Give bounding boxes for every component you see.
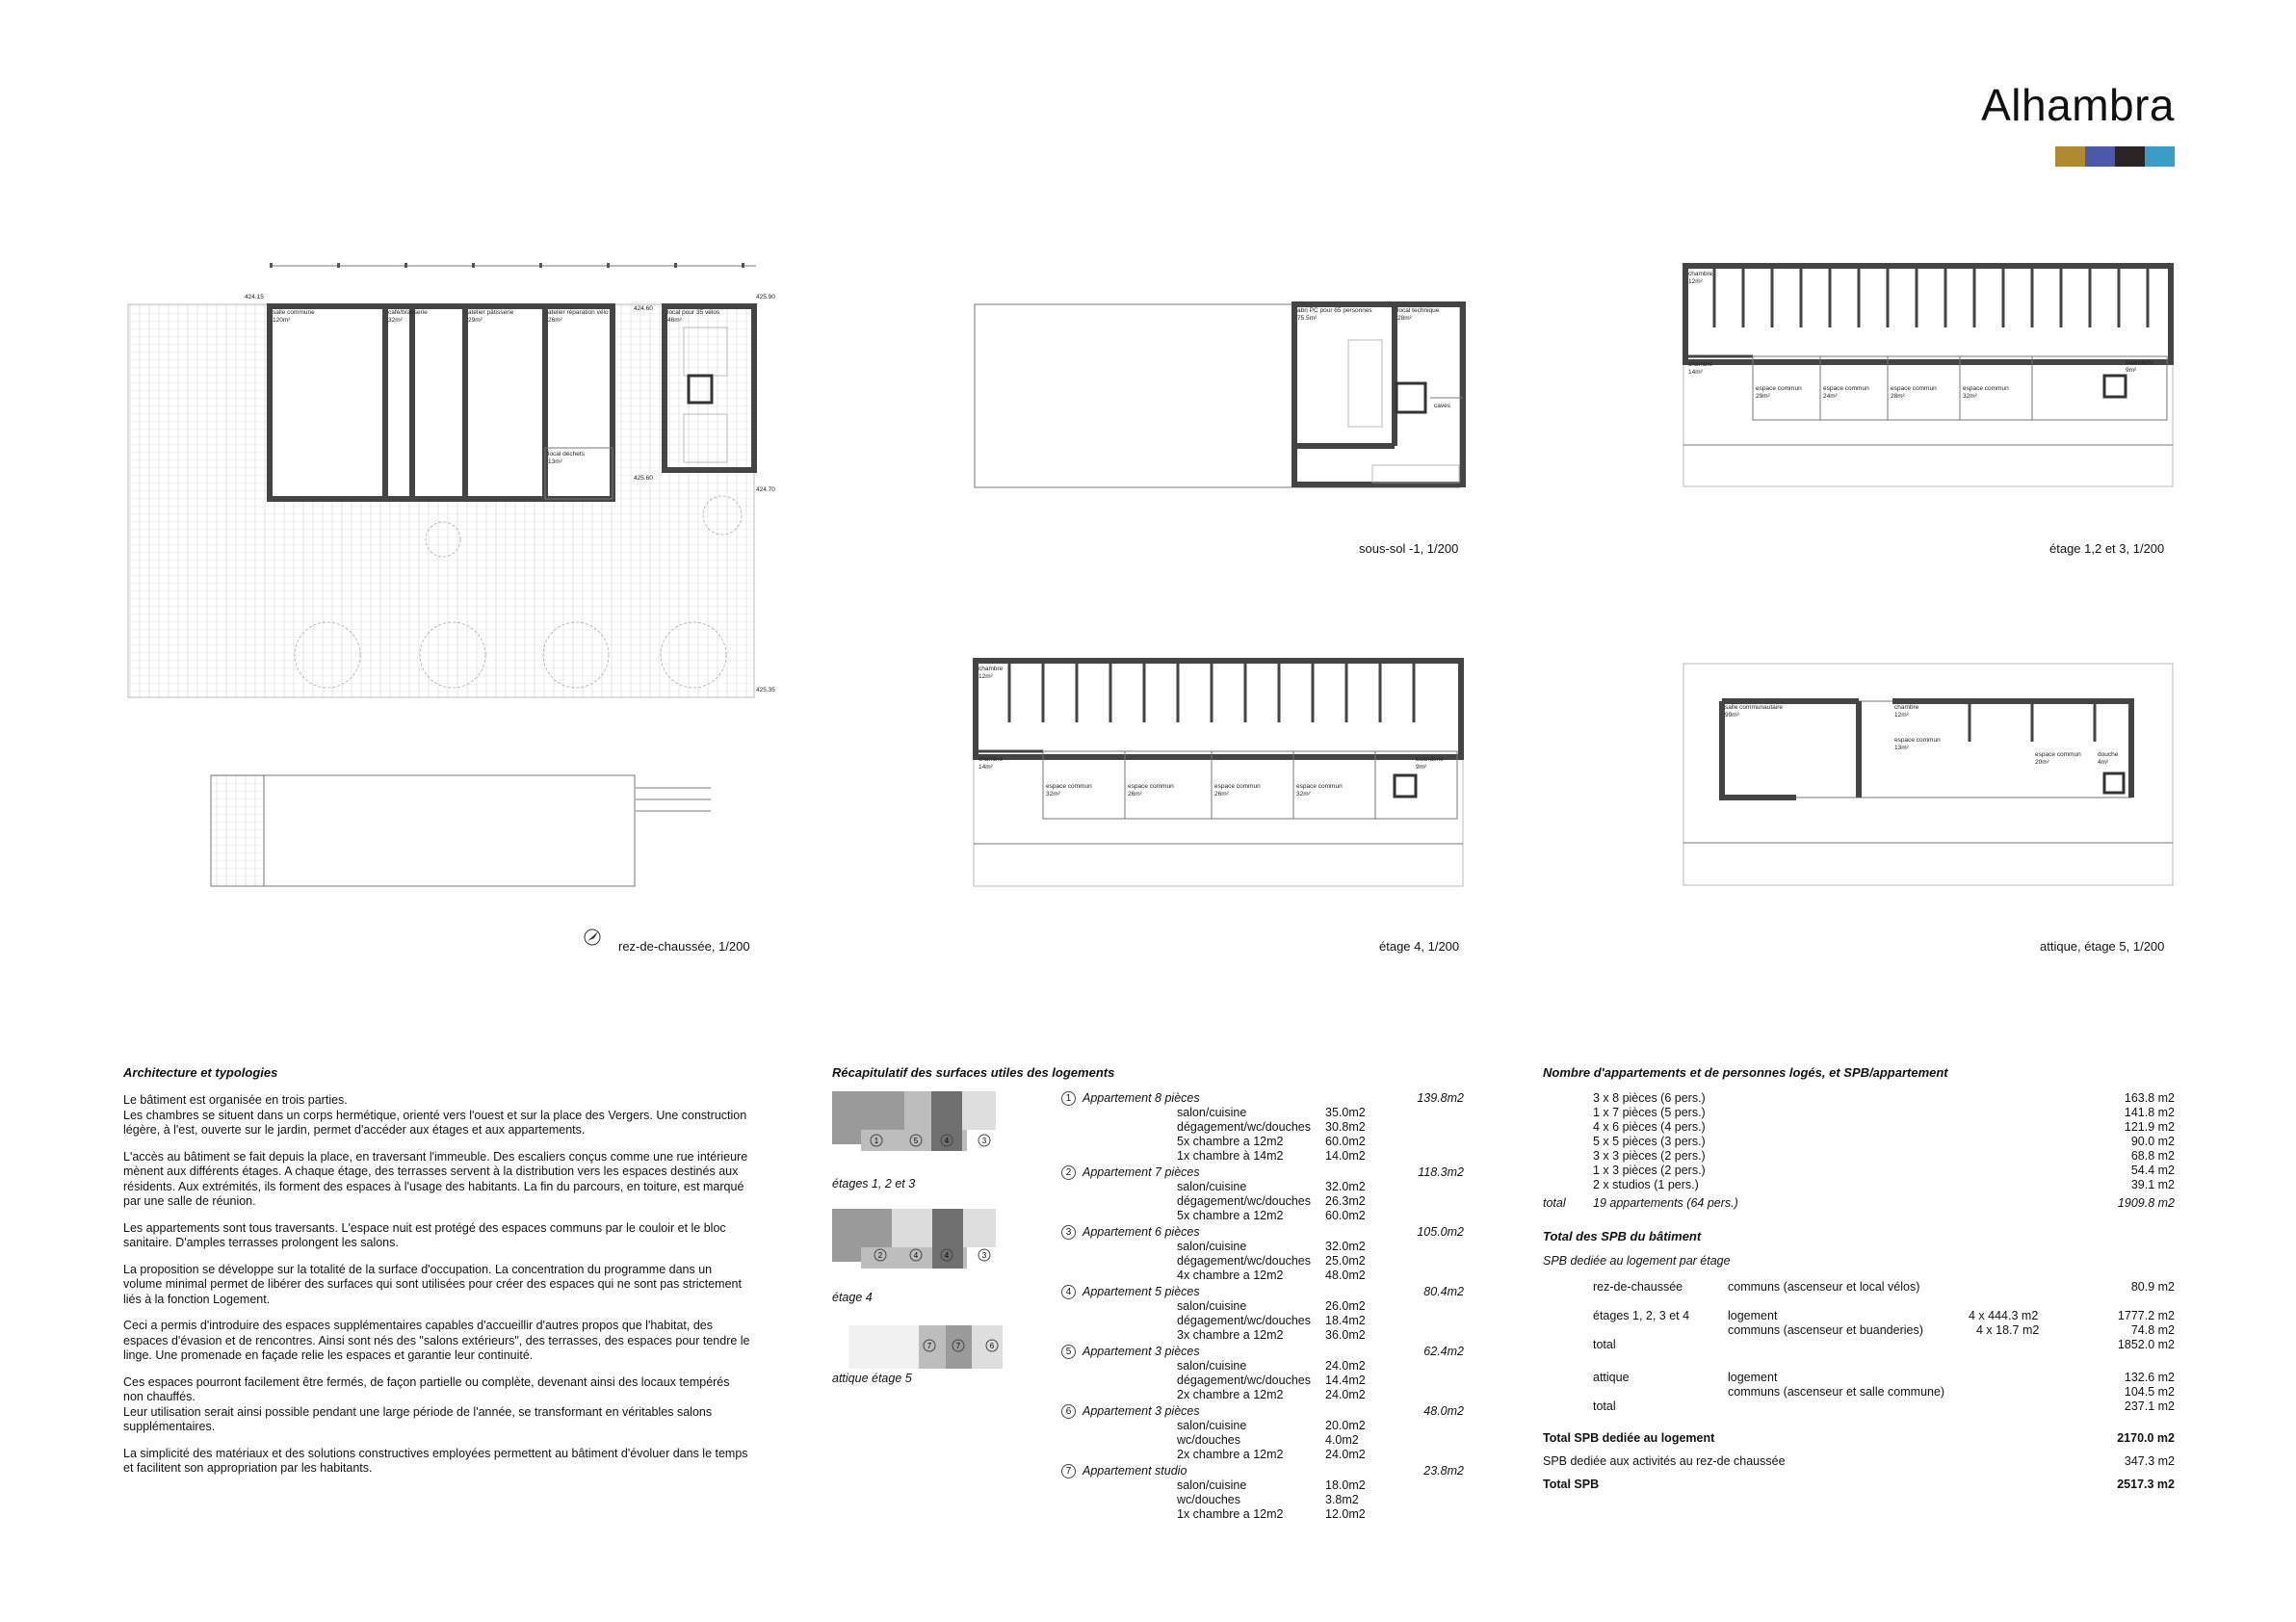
room-label: chambre: [1688, 271, 1713, 277]
count-row: 1 x 7 pièces (5 pers.) 141.8 m2: [1593, 1106, 2175, 1119]
floor-4-plan: [971, 655, 1467, 891]
apartment-number: 3: [981, 1137, 987, 1145]
count-row: 3 x 3 pièces (2 pers.) 68.8 m2: [1593, 1149, 2175, 1163]
room-area: 13m²: [1894, 745, 1909, 751]
room-label: local pour 35 vélos: [667, 309, 720, 316]
apartment-line: 3x chambre a 12m2 36.0m2: [1177, 1328, 1366, 1342]
apartment-number: 6: [989, 1342, 995, 1350]
room-label: chambre: [1688, 361, 1713, 368]
subheading: SPB dediée au logement par étage: [1543, 1254, 1731, 1268]
paragraph: Le bâtiment est organisée en trois parties. Les chambres se situent dans un corps hermétique, orienté vers l'ouest et sur la place des Vergers. Une construction légère, à l'est, ouverte sur le jardin, permet d'accéder aux étages et aux appartements.: [123, 1093, 747, 1137]
room-label: espace commun: [1894, 737, 1941, 744]
floor-4-caption: étage 4, 1/200: [1379, 939, 1460, 954]
room-area: 120m²: [273, 317, 291, 324]
architecture-section: [123, 1065, 751, 1488]
apartment-number: 2: [877, 1251, 883, 1260]
apartment-line: 5x chambre a 12m2 60.0m2: [1177, 1209, 1366, 1222]
apartment-number: 7: [955, 1342, 961, 1350]
room-label: espace commun: [1214, 783, 1261, 790]
apartment-line: 1x chambre a 12m2 12.0m2: [1177, 1507, 1366, 1521]
count-row: 2 x studios (1 pers.) 39.1 m2: [1593, 1178, 2175, 1191]
room-area: 29m²: [1756, 393, 1770, 400]
room-area: 28m²: [1891, 393, 1905, 400]
apartment-number: 7: [1061, 1464, 1076, 1478]
apartment-line: dégagement/wc/douches 14.4m2: [1177, 1373, 1366, 1387]
room-label: buanderie: [1416, 756, 1444, 763]
apartment-line: salon/cuisine 26.0m2: [1177, 1299, 1366, 1313]
apartment-number: 7: [926, 1342, 932, 1350]
apartment-header: [1059, 1404, 1466, 1419]
palette-swatch-dark: [2115, 146, 2145, 167]
room-area: 32m²: [388, 317, 403, 324]
color-palette: [2055, 146, 2175, 167]
room-area: 32m²: [1046, 791, 1060, 798]
apartment-total: 118.3m2: [1418, 1165, 1464, 1179]
apartment-header: [1059, 1225, 1466, 1240]
paragraph: Les appartements sont tous traversants. L'espace nuit est protégé des espaces communs par le couloir et le bloc sanitaire. D'amples terrasses prolongent les salons.: [123, 1220, 726, 1249]
room-label: buanderie: [2126, 359, 2153, 366]
room-label: espace commun: [1891, 385, 1937, 392]
apartment-name: Appartement 5 pièces: [1083, 1285, 1200, 1298]
apartment-header: [1059, 1285, 1466, 1299]
spb-total-housing: Total SPB dediée au logement 2170.0 m2: [1543, 1431, 2175, 1445]
attic-plan: [1681, 660, 2177, 891]
count-row: 4 x 6 pièces (4 pers.) 121.9 m2: [1593, 1120, 2175, 1134]
apartment-name: Appartement 6 pièces: [1083, 1225, 1200, 1239]
apartment-line: 1x chambre à 14m2 14.0m2: [1177, 1149, 1366, 1163]
room-area: 99m²: [1725, 712, 1739, 719]
apartment-number: 1: [874, 1137, 879, 1145]
paragraph: La proposition se développe sur la totalité de la surface d'occupation. La concentration du programme dans un volume minimal permet de libérer des surfaces qui sont utilisées pour créer des espaces qui ne sont pas strictement liés à la fonction Logement.: [123, 1262, 742, 1306]
apartment-line: salon/cuisine 20.0m2: [1177, 1419, 1366, 1432]
room-area: 26m²: [1128, 791, 1142, 798]
room-area: 13m²: [548, 458, 562, 465]
spb-row: étages 1, 2, 3 et 4 logement 4 x 444.3 m2 1777.2 m2: [1593, 1309, 2175, 1322]
diagram-label: étages 1, 2 et 3: [832, 1177, 916, 1190]
count-row: 1 x 3 pièces (2 pers.) 54.4 m2: [1593, 1164, 2175, 1177]
north-arrow-icon: [582, 927, 603, 948]
paragraph: Ceci a permis d'introduire des espaces supplémentaires capables d'accueillir d'autres propos que l'habitat, des espaces d'évasion et de rencontres. Ainsi sont nés des "salons extérieurs", des terrasses, des espaces pour tendre le linge. Une promenade en façade relie les espaces et garantie leur continuité.: [123, 1319, 750, 1362]
room-area: 12m²: [978, 673, 993, 680]
apartment-number: 2: [1061, 1165, 1076, 1180]
room-area: 75.5m²: [1297, 315, 1318, 322]
apartment-number: 3: [981, 1251, 987, 1260]
apartment-name: Appartement 7 pièces: [1083, 1165, 1200, 1179]
apartment-line: 2x chambre a 12m2 24.0m2: [1177, 1388, 1366, 1401]
apartment-number: 4: [913, 1251, 919, 1260]
diagram-attic: [848, 1325, 1003, 1369]
room-label: chambre: [978, 756, 1004, 763]
apartment-distribution-diagrams: [832, 1091, 1034, 1380]
room-area: 14m²: [978, 764, 993, 771]
count-total: total 19 appartements (64 pers.) 1909.8 m2: [1543, 1196, 2175, 1210]
room-area: 26m²: [1214, 791, 1229, 798]
room-area: 12m²: [1688, 278, 1703, 285]
apartment-total: 23.8m2: [1423, 1464, 1464, 1478]
apartment-total: 62.4m2: [1423, 1345, 1464, 1358]
apartment-number: 6: [1061, 1404, 1076, 1419]
spb-row: attique logement 132.6 m2: [1593, 1371, 2175, 1384]
room-label: salle communautaire: [1725, 704, 1783, 711]
apartment-name: Appartement 3 pièces: [1083, 1404, 1200, 1418]
apartment-line: salon/cuisine 35.0m2: [1177, 1106, 1366, 1119]
room-label: espace commun: [2035, 751, 2081, 758]
apartments-table: [1059, 1091, 1466, 1525]
basement-plan: [973, 301, 1464, 489]
level-mark: 424.15: [245, 294, 264, 301]
room-area: 32m²: [1296, 791, 1311, 798]
apartment-number: 4: [1061, 1285, 1076, 1299]
spb-row: communs (ascenseur et salle commune) 104.5 m2: [1728, 1385, 2175, 1399]
apartment-name: Appartement studio: [1083, 1464, 1187, 1478]
room-label: local technique: [1397, 307, 1440, 314]
attic-caption: attique, étage 5, 1/200: [2040, 939, 2165, 954]
apartment-line: 2x chambre a 12m2 24.0m2: [1177, 1448, 1366, 1461]
level-mark: 425.35: [756, 687, 775, 693]
room-area: 29m²: [468, 317, 483, 324]
room-label: local déchets: [548, 451, 585, 458]
ground-floor-plan: [125, 260, 775, 886]
section-heading: Nombre d'appartements et de personnes logés, et SPB/appartement: [1543, 1065, 1948, 1080]
apartment-line: salon/cuisine 24.0m2: [1177, 1359, 1366, 1373]
spb-activities: SPB dediée aux activités au rez-de chaussée 347.3 m2: [1543, 1454, 2175, 1468]
apartment-name: Appartement 3 pièces: [1083, 1345, 1200, 1358]
level-mark: 424.70: [756, 486, 775, 493]
spb-row: rez-de-chaussée communs (ascenseur et local vélos) 80.9 m2: [1593, 1280, 2175, 1294]
room-area: 9m²: [2126, 367, 2137, 374]
room-area: 46m²: [667, 317, 682, 324]
room-area: 32m²: [1963, 393, 1977, 400]
count-row: 5 x 5 pièces (3 pers.) 90.0 m2: [1593, 1135, 2175, 1148]
room-label: espace commun: [1046, 783, 1092, 790]
apartment-total: 48.0m2: [1423, 1404, 1464, 1418]
count-row: 3 x 8 pièces (6 pers.) 163.8 m2: [1593, 1091, 2175, 1105]
apartment-number: 5: [913, 1137, 919, 1145]
room-label: espace commun: [1823, 385, 1869, 392]
room-area: 9m²: [1416, 764, 1427, 771]
basement-plan-caption: sous-sol -1, 1/200: [1359, 541, 1459, 556]
apartment-line: dégagement/wc/douches 25.0m2: [1177, 1254, 1366, 1268]
spb-row: communs (ascenseur et buanderies) 4 x 18.7 m2 74.8 m2: [1728, 1323, 2175, 1337]
room-label: abri PC pour 65 personnes: [1297, 307, 1372, 314]
room-label: espace commun: [1128, 783, 1174, 790]
paragraph: L'accès au bâtiment se fait depuis la place, en traversant l'immeuble. Des escaliers conçus comme une rue intérieure mènent aux différents étages. A chaque étage, des terrasses servent à la distribution vers les espaces destinés aux résidents. Aux extrémités, ils forment des espaces à l'usage des habitants. La fin du parcours, en toiture, est marqué par une salle de réunion.: [123, 1149, 748, 1208]
apartment-line: salon/cuisine 32.0m2: [1177, 1240, 1366, 1253]
apartment-total: 139.8m2: [1417, 1091, 1464, 1105]
section-heading: Récapitulatif des surfaces utiles des logements: [832, 1065, 1115, 1080]
apartment-line: dégagement/wc/douches 26.3m2: [1177, 1194, 1366, 1208]
apartment-number: 3: [1061, 1225, 1076, 1240]
apartment-line: wc/douches 3.8m2: [1177, 1493, 1359, 1506]
palette-swatch-cyan: [2145, 146, 2175, 167]
apartment-total: 80.4m2: [1423, 1285, 1464, 1298]
room-label: café/brasserie: [388, 309, 428, 316]
room-label: douche: [2098, 751, 2119, 758]
apartment-number: 4: [944, 1137, 950, 1145]
apartment-header: [1059, 1464, 1466, 1478]
apartment-line: wc/douches 4.0m2: [1177, 1433, 1359, 1447]
section-heading: Total des SPB du bâtiment: [1543, 1229, 1702, 1243]
room-area: 14m²: [1688, 369, 1703, 376]
spb-row: total 1852.0 m2: [1593, 1338, 2175, 1351]
diagram-label: attique étage 5: [832, 1372, 912, 1385]
palette-swatch-ochre: [2055, 146, 2085, 167]
room-area: 12m²: [1894, 712, 1909, 719]
room-label: atelier réparation vélo: [548, 309, 609, 316]
room-area: 26m²: [548, 317, 562, 324]
spb-section: [1541, 1065, 2175, 1508]
level-mark: 424.60: [634, 305, 653, 312]
apartment-line: dégagement/wc/douches 30.8m2: [1177, 1120, 1366, 1134]
room-label: chambre: [978, 666, 1004, 672]
room-area: 24m²: [1823, 393, 1838, 400]
lower-building-outline: [211, 775, 711, 886]
room-label: espace commun: [1963, 385, 2009, 392]
paragraph: La simplicité des matériaux et des solutions constructives employées permettent au bâtiment d'évoluer dans le temps et facilitent son appropriation par les habitants.: [123, 1446, 748, 1475]
apartment-number: 1: [1061, 1091, 1076, 1106]
apartment-header: [1059, 1165, 1466, 1180]
room-label: chambre: [1894, 704, 1919, 711]
level-mark: 425.60: [634, 475, 653, 482]
spb-row: total 237.1 m2: [1593, 1400, 2175, 1413]
apartment-number: 4: [944, 1251, 950, 1260]
apartment-total: 105.0m2: [1417, 1225, 1464, 1239]
apartment-line: salon/cuisine 32.0m2: [1177, 1180, 1366, 1193]
apartment-line: dégagement/wc/douches 18.4m2: [1177, 1314, 1366, 1327]
ground-plan-caption: rez-de-chaussée, 1/200: [618, 939, 750, 954]
apartment-line: 5x chambre a 12m2 60.0m2: [1177, 1135, 1366, 1148]
floor-1-2-3-plan: [1681, 260, 2177, 491]
room-label: espace commun: [1756, 385, 1802, 392]
room-area: 4m²: [2098, 759, 2109, 766]
room-label: caves: [1434, 403, 1450, 409]
spb-grand-total: Total SPB 2517.3 m2: [1543, 1478, 2175, 1491]
floor-1-2-3-caption: étage 1,2 et 3, 1/200: [2049, 541, 2165, 556]
room-area: 20m²: [2035, 759, 2049, 766]
diagram-label: étage 4: [832, 1291, 873, 1304]
apartment-header: [1059, 1091, 1466, 1106]
room-label: espace commun: [1296, 783, 1343, 790]
room-label: atelier pâtisserie: [468, 309, 514, 316]
project-title: Alhambra: [1981, 80, 2175, 130]
apartment-line: salon/cuisine 18.0m2: [1177, 1478, 1366, 1492]
diagram-floors-1-2-3: [832, 1091, 996, 1151]
section-heading: Architecture et typologies: [123, 1065, 278, 1080]
room-label: salle commune: [273, 309, 315, 316]
apartment-header: [1059, 1345, 1466, 1359]
diagram-floor-4: [832, 1209, 996, 1269]
paragraph: Ces espaces pourront facilement être fermés, de façon partielle ou complète, devenant ainsi des locaux tempérés non chauffés. Leur utilisation serait ainsi possible pendant une large période de l'année, se transformant en véritables salons supplémentaires.: [123, 1374, 730, 1433]
level-mark: 425.90: [756, 294, 775, 301]
apartment-line: 4x chambre a 12m2 48.0m2: [1177, 1269, 1366, 1282]
palette-swatch-blue: [2085, 146, 2115, 167]
room-area: 28m²: [1397, 315, 1412, 322]
apartment-name: Appartement 8 pièces: [1083, 1091, 1200, 1105]
apartment-number: 5: [1061, 1345, 1076, 1359]
